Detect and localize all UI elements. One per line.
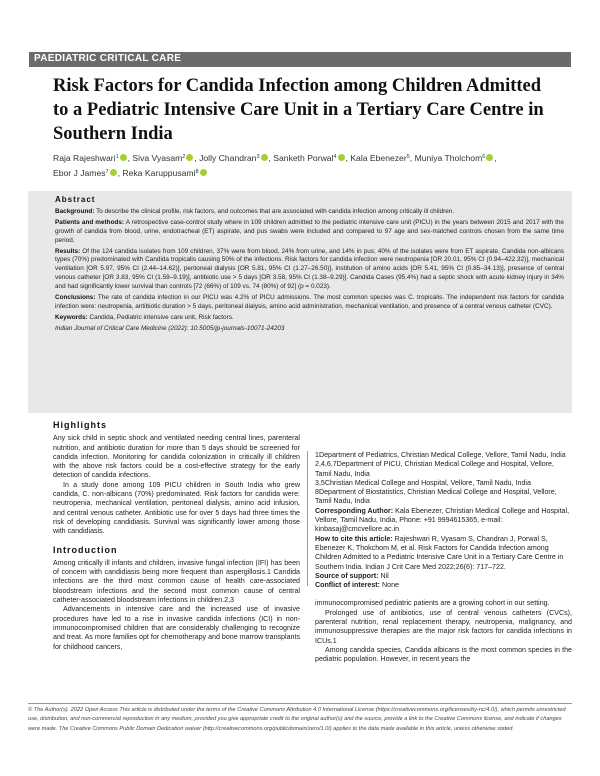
- author-name: Reka Karuppusami: [122, 168, 196, 178]
- introduction-paragraph: Among critically ill infants and children, invasive fungal infection (IFI) has been of concern with candidiasis being more frequent than aspergillosis.1 Candida infections are the third most common cause of health care-associated bloodstream infections and the second most common cause of central catheter-associated bloodstream infections in children.2,3: [53, 558, 300, 605]
- conflict-of-interest: Conflict of interest: None: [315, 581, 399, 590]
- license-footer: © The Author(s). 2022 Open Access This article is distributed under the terms of the Creative Commons Attribution 4.0 International License (https://creativecommons.org/licenses/by-nc/4.0/), which permits unrestricted use, distribution, and non-commercial reproduction in any medium, provided you give appropriate credit to the original author(s) and the source, provide a link to the Creative Commons license, and indicate if changes were made. The Creative Commons Public Domain Dedication waiver (http://creativecommons.org/publicdomain/zero/1.0/) applies to the data made available in this article, unless otherwise stated.: [28, 707, 566, 732]
- highlights-heading: Highlights: [53, 420, 107, 430]
- title-line: Southern India: [53, 124, 173, 144]
- section-label: PAEDIATRIC CRITICAL CARE: [34, 53, 182, 64]
- author-name: Muniya Tholchom: [414, 153, 483, 163]
- abstract-keywords: Keywords: Candida, Pediatric intensive care unit, Risk factors.: [55, 313, 234, 321]
- how-to-cite: How to cite this article: Rajeshwari R, Vyasam S, Chandran J, Porwal S, Ebenezer K, Thokchom M, et al. Risk Factors for Candida Infection among Children Admitted to a Pediatric Intensive Care Unit in a Tertiary Care Centre in Southern India. Indian J Crit Care Med 2022;26(6): 717–722.: [315, 534, 564, 571]
- orcid-icon[interactable]: [120, 154, 127, 161]
- body-paragraph: Among candida species, Candida albicans is the most common species in the pediatric population. However, in recent years the: [315, 645, 572, 664]
- abstract-methods: Patients and methods: A retrospective case-control study where in 109 children admitted to the pediatric intensive care unit (PICU) in the years between 2015 and 2017 with the growth of candida from blood, urine, endotracheal (ET) aspirate, and pus swabs were included and compared to 97 age and sex-matched controls chosen from the same time period.: [55, 218, 564, 244]
- affiliation: 3,5Christian Medical College and Hospital, Vellore, Tamil Nadu, India: [315, 478, 531, 487]
- orcid-icon[interactable]: [186, 154, 193, 161]
- author-name: Siva Vyasam: [132, 153, 183, 163]
- author-list: Raja Rajeshwari$^1$ , Siva Vyasam$^2$ , Jolly Chandran$^3$ , Sanketh Porwal$^4$ , Kala Ebenezer$^5$, Muniya Tholchom$^6$ , Ebor J James$^7$ , Reka Karuppusami$^8$: [53, 153, 497, 178]
- column-divider: [307, 451, 308, 586]
- title-line: Risk Factors for Candida Infection among Children Admitted: [53, 76, 542, 96]
- orcid-icon[interactable]: [338, 154, 345, 161]
- author-name: Kala Ebenezer: [350, 153, 407, 163]
- orcid-icon[interactable]: [110, 169, 117, 176]
- journal-citation: Indian Journal of Critical Care Medicine (2022): 10.5005/jp-journals-10071-24203: [55, 324, 285, 332]
- highlights-paragraph: Any sick child in septic shock and ventilated needing central lines, parenteral nutrition, and antibiotic duration for more than 5 days should be screened for candida infection. Monitoring for candida colonization in critically ill children with the above risk factors could be a cost-effective strategy for the early detection of candida infections.: [53, 434, 300, 480]
- title-line: to a Pediatric Intensive Care Unit in a Tertiary Care Centre in: [53, 100, 544, 120]
- author-name: Ebor J James: [53, 168, 106, 178]
- affiliation: 1Department of Pediatrics, Christian Medical College, Vellore, Tamil Nadu, India: [315, 451, 566, 459]
- body-paragraph: Prolonged use of antibiotics, use of central venous catheters (CVCs), parenteral nutrition, renal replacement therapy, neutropenia, malignancy, and immunosuppressive therapies are the major risk factors for candida infections in ICUs.1: [315, 608, 572, 645]
- corresponding-author: Corresponding Author: Kala Ebenezer, Christian Medical College and Hospital, Vellore, Tamil Nadu, India, Phone: +91 9994615365, e-mail: kinbasaj@cmcvellore.ac.in: [315, 506, 570, 534]
- author-name: Sanketh Porwal: [273, 153, 334, 163]
- abstract-box: [28, 191, 572, 413]
- orcid-icon[interactable]: [200, 169, 207, 176]
- body-paragraph: immunocompromised pediatric patients are a growing cohort in our setting.: [315, 599, 550, 608]
- footer-rule: [28, 703, 572, 704]
- source-of-support: Source of support: Nil: [315, 571, 389, 580]
- highlights-paragraph: In a study done among 109 PICU children in South India who grew candida, C. non-albicans (70%) predominated. Risk factors for candida were: neutropenia, mechanical ventilation, peritoneal dialysis, amino acid infusion, and central venous catheter. Antibiotic use for over 5 days had three times the risk of developing candidiasis. Survival was significantly lower among those with candidiasis.: [53, 480, 300, 536]
- author-name: Jolly Chandran: [199, 153, 257, 163]
- abstract-background: Background: To describe the clinical profile, risk factors, and outcomes that are associated with candida infection among critically ill children.: [55, 207, 455, 215]
- orcid-icon[interactable]: [261, 154, 268, 161]
- abstract-conclusions: Conclusions: The rate of candida infection in our PICU was 4.2% of PICU admissions. The most common species was C. tropicalis. The independent risk factors for candida infection were: neutropenia, antibiotic duration > 5 days, peritoneal dialysis, amino acid administration, mechanical ventilation, and presence of a central venous catheter (CVC).: [55, 294, 564, 310]
- affiliation: 8Department of Biostatistics, Christian Medical College and Hospital, Vellore, Tamil Nadu, India: [315, 488, 557, 506]
- author-name: Raja Rajeshwari: [53, 153, 116, 163]
- introduction-paragraph: Advancements in intensive care and the increased use of invasive procedures have led to a rise in invasive candida infections (ICI) in non-immunocompromised children that are considerably challenging to recognize and treat. As more families opt for chemotherapy and bone marrow transplants for childhood cancers,: [53, 605, 300, 651]
- abstract-results: Results: Of the 124 candida isolates from 109 children, 37% were from blood, 24% from urine, and 14% in pus; 40% of the isolates were from ET aspirate. Candida non-albicans types (70%) predominated with Candida tropicalis causing 50% of the infections. Risk factors for candida infection were neutropenia [OR 20.01, 95% CI (0.94–422.32)], mechanical ventilation [OR 5.97, 95% CI (2.44–14.62)], peritoneal dialysis [OR 5.81, 95% CI (1.27–26.50)], institution of amino acids [OR 5.41, 95% CI (0.85–34.13)], presence of central venous catheter [OR 3.83, 95% CI (1.59–9.19)], antibiotic use > 5 days [OR 3.58, 95% CI (1.38–9.29)]. Candida Cases (95.4%) had a septic shock with acute kidney injury in 34% and had significantly lower survival than controls [72 (66%) of 109 vs. 74 (80%) of 92] (p = 0.023).: [55, 247, 564, 291]
- orcid-icon[interactable]: [486, 154, 493, 161]
- introduction-heading: Introduction: [53, 544, 118, 555]
- right-column: [315, 451, 572, 665]
- article-title: [53, 74, 573, 146]
- left-column: [53, 421, 300, 652]
- affiliation: 2,4,6,7Department of PICU, Christian Medical College and Hospital, Vellore, Tamil Nadu, India: [315, 460, 554, 478]
- abstract-heading: Abstract: [55, 195, 96, 204]
